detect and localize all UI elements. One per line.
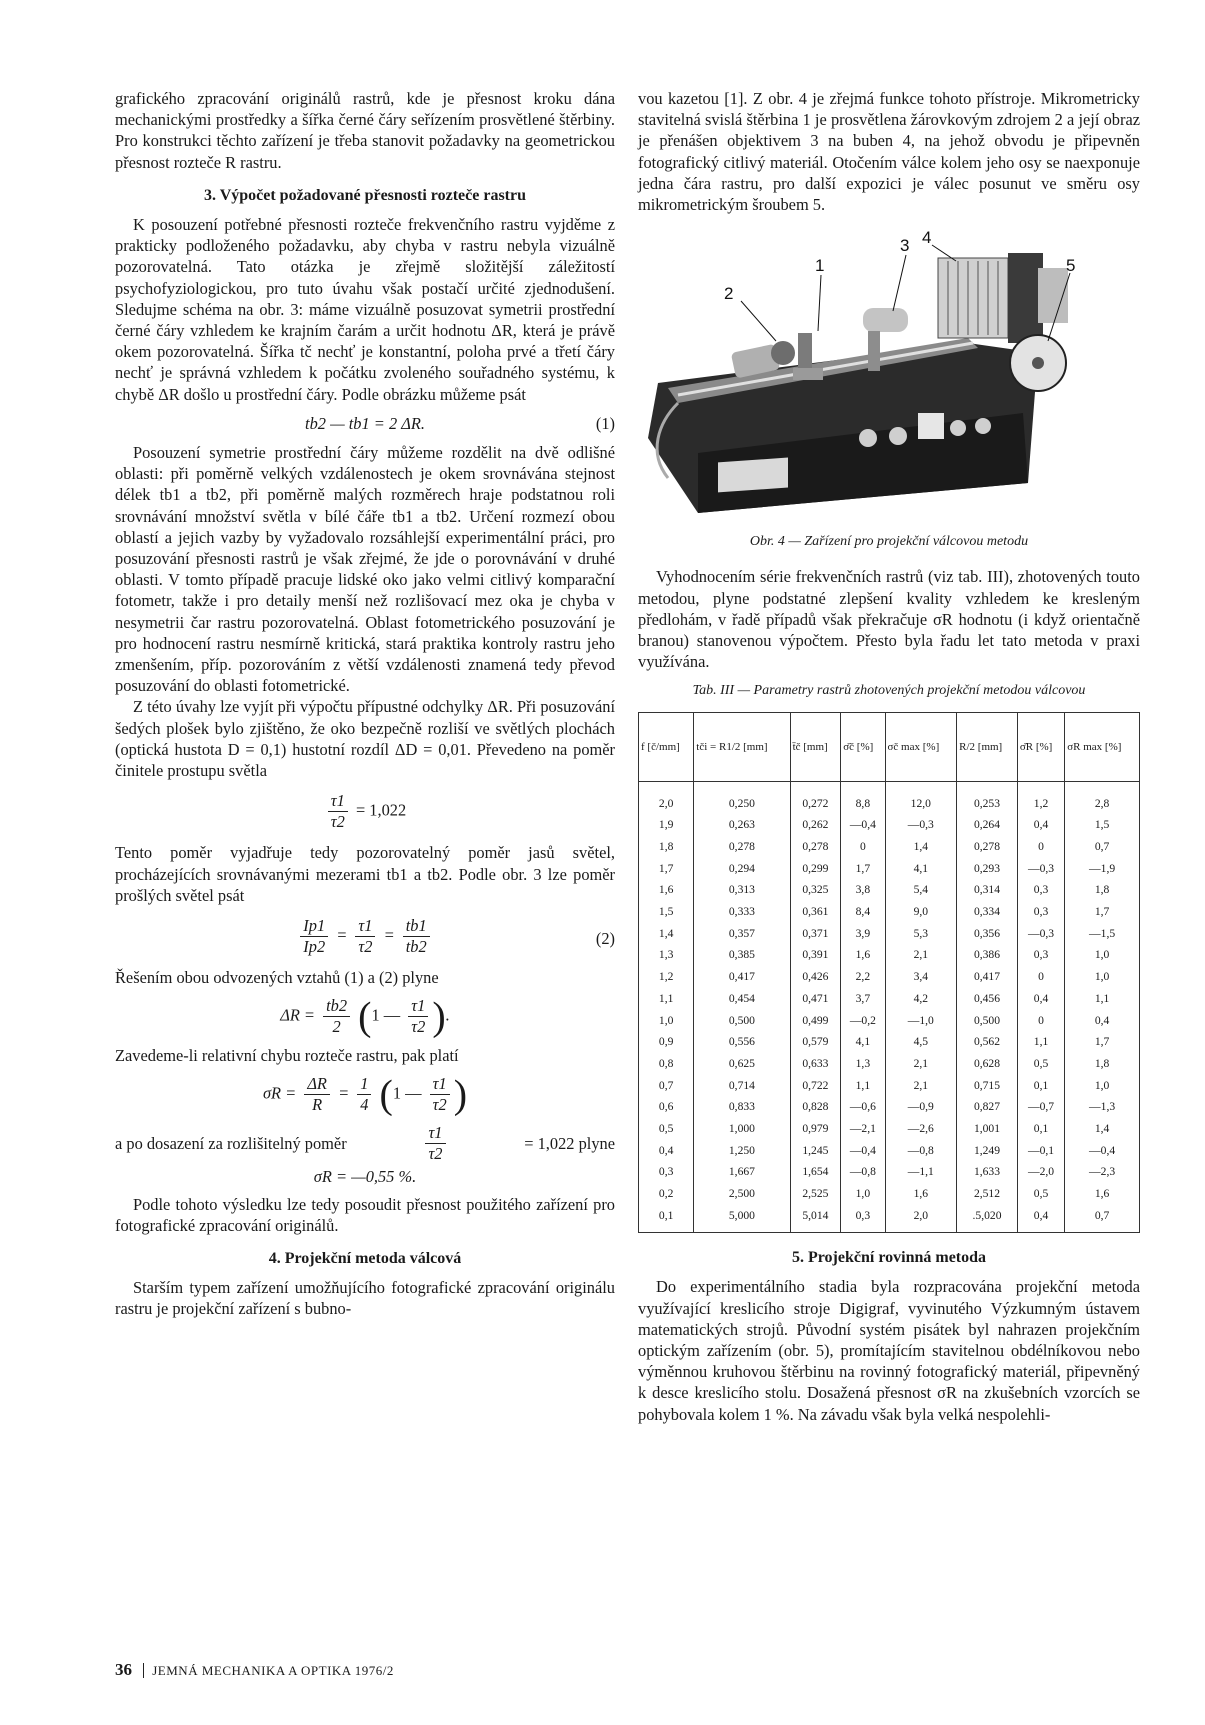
table-cell: 0,4 [1065, 1009, 1140, 1031]
table-cell: 1,1 [639, 988, 694, 1010]
table-cell: 0,500 [957, 1009, 1018, 1031]
table-cell: 1,4 [885, 836, 957, 858]
table-cell: 0,7 [1065, 1205, 1140, 1233]
equation-text: = [338, 1083, 350, 1103]
table-caption: Tab. III — Parametry rastrů zhotovených projekční metodou válcovou [692, 683, 1086, 699]
table-cell: —2,3 [1065, 1161, 1140, 1183]
figure-projection-device [638, 223, 1140, 523]
section-heading: 4. Projekční metoda válcová [268, 1249, 462, 1267]
denominator: R [312, 1095, 323, 1115]
table-cell: 0,278 [957, 836, 1018, 858]
table-cell: —2,0 [1017, 1161, 1064, 1183]
table-cell: 0,499 [790, 1009, 841, 1031]
table-cell: —0,3 [1017, 858, 1064, 880]
table-cell: 2,525 [790, 1183, 841, 1205]
table-cell: 1,7 [1065, 1031, 1140, 1053]
paragraph: Z této úvahy lze vyjít při výpočtu přípustné odchylky ΔR. Při posuzování šedých plošek bylo zjištěno, že oko bezpečně rozliší ve světlých plochách (optická hustota D = 0,1) hustotní rozdíl ΔD = 0,01. Převedeno na poměr činitele prostupu světla [115, 697, 615, 781]
equation-text: ΔR = [280, 1005, 315, 1025]
equation-number: (2) [595, 928, 615, 948]
fraction [300, 916, 328, 957]
denominator: tb2 [405, 936, 427, 956]
table-cell: 1,6 [841, 944, 885, 966]
table-cell: 1,4 [1065, 1118, 1140, 1140]
text-fragment: a po dosazení za rozlišitelný poměr [115, 1134, 347, 1154]
table-cell: 0,4 [1017, 814, 1064, 836]
equation-text: = 1,022 [355, 800, 407, 820]
table-cell: —2,6 [885, 1118, 957, 1140]
equation-text: 1 — [371, 1005, 401, 1025]
table-row [639, 923, 1140, 945]
table-cell: 0,1 [1017, 1074, 1064, 1096]
section-heading: 3. Výpočet požadované přesnosti rozteče rastru [203, 186, 527, 204]
fraction [425, 1123, 445, 1164]
table-cell: 1,4 [639, 923, 694, 945]
table-cell: 0,625 [694, 1053, 790, 1075]
table-cell: 0,314 [957, 879, 1018, 901]
numerator: τ1 [425, 1123, 445, 1144]
figure-label: 5 [1066, 256, 1076, 276]
table-cell: —0,8 [885, 1139, 957, 1161]
left-paren: ( [358, 993, 372, 1039]
table-cell: 1,249 [957, 1139, 1018, 1161]
table-cell: 2,8 [1065, 782, 1140, 814]
table-row [639, 1096, 1140, 1118]
paragraph: Do experimentálního stadia byla rozpracována projekční metoda využívající kreslicího stroje Digigraf, vyvinutého Výzkumným ústavem matematických strojů. Původní systém pisátek byl nahrazen projekčním optickým zařízením (obr. 5), promítajícím stavitelnou obdélníkovou nebo výměnnou kruhovou štěrbinu na rovinný fotografický materiál, připevněný k desce kreslicího stolu. Dosažená přesnost σR na zkušebních vzorcích se pohybovala kolem 1 %. Na závadu však byla velká nespolehli- [638, 1277, 1140, 1424]
table-cell: 5,3 [885, 923, 957, 945]
table-cell: 0 [1017, 1009, 1064, 1031]
table-cell: 1,8 [639, 836, 694, 858]
paragraph: K posouzení potřebné přesnosti rozteče frekvenčního rastru vyjděme z prakticky podloženého požadavku, aby chyba v rastru nebyla vizuálně pozorovatelná. Tato otázka je zřejmě složitější záležitostí psychofyziologickou, pro tuto úvahu však postačí určité zjednodušení. Sledujme schéma na obr. 3: máme vizuálně posuzovat symetrii prostřední černé čáry vzhledem ke krajním čarám a určit hodnotu ΔR, která je právě okem pozorovatelná. Šířka tč nechť je konstantní, poloha prvé a třetí čáry nechť je správná vzhledem k počátku zvoleného souřadného systému, k chybě ΔR došlo u prostřední čáry. Podle obrázku můžeme psát [115, 215, 615, 404]
numerator: ΔR [304, 1074, 330, 1095]
table-cell: 0,833 [694, 1096, 790, 1118]
table-cell: 0,391 [790, 944, 841, 966]
denominator: τ2 [432, 1095, 447, 1115]
table-row [639, 901, 1140, 923]
table-header-row [639, 713, 1140, 782]
table-cell: 1,9 [639, 814, 694, 836]
text-fragment: = 1,022 plyne [524, 1134, 615, 1154]
table-cell: 0,278 [790, 836, 841, 858]
table-cell: 1,2 [639, 966, 694, 988]
table-cell: 8,4 [841, 901, 885, 923]
paragraph: Posouzení symetrie prostřední čáry můžeme rozdělit na dvě odlišné oblasti: při poměrně velkých vzdálenostech je okem srovnávána stejnost délek tb1 a tb2, při poměrně malých rozměrech hraje podstatnou roli srovnávání množství světla v bílé čáře tb1 a tb2. Určení rozmezí obou oblastí a jejich vazby by vyžadovalo rozsáhlejší experimentální práci, pro posuzování přesnosti rastrů je však zřejmé, že jde o porovnávání v druhé oblasti. V tomto případě pracuje lidské oko jako velmi citlivý komparační fotometr, takže i pro detaily menší než rozlišovací mez oka je chyba v nesymetrii čar rastru pozorovatelná. Oblast fotometrického posuzování je pro hodnocení rastru nesmírně kritická, stará praktika kontroly rastru jeho zmenšením, příp. pozorováním z větší vzdálenosti znamená tedy převod posuzování do oblasti fotometrické. [115, 443, 615, 696]
table-cell: 0,3 [639, 1161, 694, 1183]
table-cell: 2,1 [885, 1074, 957, 1096]
numerator: tb2 [323, 996, 350, 1017]
table-cell: 0,385 [694, 944, 790, 966]
table-cell: 0,334 [957, 901, 1018, 923]
table-cell: 0,417 [694, 966, 790, 988]
table-cell: —1,1 [885, 1161, 957, 1183]
equation-text: σR = [262, 1083, 297, 1103]
table-cell: 4,2 [885, 988, 957, 1010]
table-cell: 3,9 [841, 923, 885, 945]
denominator: τ2 [411, 1017, 426, 1037]
equation-number: (1) [595, 413, 615, 433]
table-cell: 0,715 [957, 1074, 1018, 1096]
table-cell: 1,0 [639, 1009, 694, 1031]
table-cell: 0,827 [957, 1096, 1018, 1118]
table-cell: —0,6 [841, 1096, 885, 1118]
device-photo [638, 223, 1140, 523]
numerator: tb1 [403, 916, 430, 937]
table-cell: 2,1 [885, 944, 957, 966]
table-cell: 1,6 [639, 879, 694, 901]
paragraph: Řešením obou odvozených vztahů (1) a (2) plyne [115, 967, 439, 987]
numerator: τ1 [355, 916, 375, 937]
denominator: Ip2 [303, 936, 326, 956]
table-cell: 0,7 [639, 1074, 694, 1096]
paragraph: grafického zpracování originálů rastrů, kde je přesnost kroku dána mechanickými prostředky a šířka černé čáry seřízením prosvětlené štěrbiny. Pro konstrukci těchto zařízení je třeba stanovit požadavky na geometrickou přesnost rozteče R rastru. [115, 89, 615, 172]
table-cell: 0,628 [957, 1053, 1018, 1075]
table-cell: —0,2 [841, 1009, 885, 1031]
table-cell: 4,5 [885, 1031, 957, 1053]
table-cell: 3,8 [841, 879, 885, 901]
table-cell: 2,0 [639, 782, 694, 814]
table-body [639, 782, 1140, 1233]
table-row [639, 1118, 1140, 1140]
denominator: 4 [360, 1095, 369, 1115]
column-header: f [č/mm] [639, 713, 694, 782]
table-cell: —0,8 [841, 1161, 885, 1183]
table-cell: —0,3 [885, 814, 957, 836]
table-cell: 5,4 [885, 879, 957, 901]
table-row [639, 879, 1140, 901]
table-cell: 0,714 [694, 1074, 790, 1096]
column-header: R/2 [mm] [957, 713, 1018, 782]
table-cell: 0,386 [957, 944, 1018, 966]
table-cell: 12,0 [885, 782, 957, 814]
table-cell: 2,1 [885, 1053, 957, 1075]
table-cell: 1,0 [1065, 944, 1140, 966]
table-cell: 0,4 [639, 1139, 694, 1161]
table-cell: 0,3 [1017, 944, 1064, 966]
table-cell: 0,371 [790, 923, 841, 945]
table-cell: 1,6 [1065, 1183, 1140, 1205]
table-cell: 0,471 [790, 988, 841, 1010]
table-cell: 0,500 [694, 1009, 790, 1031]
table-cell: .5,020 [957, 1205, 1018, 1233]
paragraph: Starším typem zařízení umožňujícího fotografické zpracování originálu rastru je projekční zařízení s bubno- [115, 1278, 615, 1319]
table-row [639, 858, 1140, 880]
table-cell: 0,253 [957, 782, 1018, 814]
parameters-table [638, 712, 1140, 1233]
numerator: τ1 [328, 791, 348, 812]
table-cell: 0,2 [639, 1183, 694, 1205]
paragraph: Zavedeme-li relativní chybu rozteče rastru, pak platí [115, 1046, 459, 1066]
table-cell: 0,5 [1017, 1053, 1064, 1075]
fraction [430, 1074, 450, 1115]
left-column [115, 88, 615, 1320]
table-cell: 1,5 [1065, 814, 1140, 836]
table-cell: 1,633 [957, 1161, 1018, 1183]
table-cell: 2,2 [841, 966, 885, 988]
table-cell: 4,1 [885, 858, 957, 880]
numerator: Ip1 [300, 916, 328, 937]
table-cell: 0,562 [957, 1031, 1018, 1053]
table-cell: 0,293 [957, 858, 1018, 880]
table-row [639, 1053, 1140, 1075]
table-cell: 0,263 [694, 814, 790, 836]
table-cell: —0,4 [841, 814, 885, 836]
page-number: 36 [115, 1660, 132, 1679]
table-cell: 1,667 [694, 1161, 790, 1183]
column-header: tči = R1/2 [mm] [694, 713, 790, 782]
denominator: τ2 [428, 1144, 443, 1164]
table-cell: —0,9 [885, 1096, 957, 1118]
table-cell: 0,556 [694, 1031, 790, 1053]
paragraph: Podle tohoto výsledku lze tedy posoudit přesnost použitého zařízení pro fotografické zpracování originálů. [115, 1194, 615, 1235]
table-cell: 0,5 [1017, 1183, 1064, 1205]
table-cell: 1,7 [1065, 901, 1140, 923]
table-cell: 3,4 [885, 966, 957, 988]
table-row [639, 814, 1140, 836]
table-cell: 0,579 [790, 1031, 841, 1053]
table-cell: —1,3 [1065, 1096, 1140, 1118]
table-cell: 0,3 [1017, 879, 1064, 901]
denominator: τ2 [330, 812, 345, 832]
figure-caption: Obr. 4 — Zařízení pro projekční válcovou metodu [749, 534, 1029, 550]
table-row [639, 1183, 1140, 1205]
column-header: t̄č [mm] [790, 713, 841, 782]
table-cell: 0 [1017, 836, 1064, 858]
table-cell: 4,1 [841, 1031, 885, 1053]
table-cell: 0,278 [694, 836, 790, 858]
table-cell: 0 [841, 836, 885, 858]
right-column [638, 88, 1140, 1425]
table-cell: —0,1 [1017, 1139, 1064, 1161]
table-cell: 0,313 [694, 879, 790, 901]
table-cell: 8,8 [841, 782, 885, 814]
table-cell: 0,1 [639, 1205, 694, 1233]
table-cell: 1,1 [841, 1074, 885, 1096]
table-cell: 0,426 [790, 966, 841, 988]
fraction [408, 996, 428, 1037]
table-cell: —1,0 [885, 1009, 957, 1031]
denominator: τ2 [358, 936, 373, 956]
equation-text: σR = —0,55 %. [313, 1167, 417, 1187]
fraction [328, 791, 348, 832]
numerator: τ1 [408, 996, 428, 1017]
table-row [639, 944, 1140, 966]
column-header: σ̄č [%] [841, 713, 885, 782]
table-row [639, 836, 1140, 858]
equation-4 [115, 1071, 615, 1117]
column-header: σ̄R [%] [1017, 713, 1064, 782]
table-cell: 2,500 [694, 1183, 790, 1205]
figure-label: 4 [922, 228, 932, 248]
table-row [639, 988, 1140, 1010]
equation-text: 1 — [392, 1083, 422, 1103]
table-cell: —0,3 [1017, 923, 1064, 945]
column-header: σč max [%] [885, 713, 957, 782]
table-cell: 1,654 [790, 1161, 841, 1183]
paragraph: vou kazetou [1]. Z obr. 4 je zřejmá funkce tohoto přístroje. Mikrometricky stavitelná svislá štěrbina 1 je prosvětlena žárovkovým zdrojem 2 a její obraz je přenášen objektivem 3 na buben 4, na jehož obvodu je připevněn fotografický citlivý materiál. Otočením válce kolem jeho osy se naexponuje jedna čára rastru, pro další expozici je válec posunut ve směru osy mikrometrickým šroubem 5. [638, 89, 1140, 215]
table-row [639, 1161, 1140, 1183]
table-cell: 1,0 [1065, 1074, 1140, 1096]
table-cell: 1,7 [639, 858, 694, 880]
equation-3: ΔR = $\frac{tb2}{2}$ (1 — $\frac{\tau 1}{\tau 2}$ ). [280, 993, 450, 1039]
table-row [639, 1074, 1140, 1096]
table-row [639, 1205, 1140, 1233]
table-cell: 2,512 [957, 1183, 1018, 1205]
section-heading: 5. Projekční rovinná metoda [791, 1249, 987, 1267]
fraction [355, 916, 375, 957]
figure-label: 1 [815, 256, 825, 276]
table-cell: 1,8 [1065, 1053, 1140, 1075]
numerator: τ1 [430, 1074, 450, 1095]
table-cell: 1,245 [790, 1139, 841, 1161]
right-paren: ) [432, 993, 446, 1039]
table-cell: —0,4 [841, 1139, 885, 1161]
figure-label: 2 [724, 284, 734, 304]
table-cell: 1,3 [841, 1053, 885, 1075]
table-cell: 1,0 [1065, 966, 1140, 988]
table-cell: —0,7 [1017, 1096, 1064, 1118]
table-cell: 0,356 [957, 923, 1018, 945]
table-cell: 0,3 [841, 1205, 885, 1233]
equation-2: $\frac{Ip1}{Ip2}$ = $\frac{\tau 1}{\tau 2}$ = $\frac{tb1}{tb2}$ (2) [115, 916, 615, 957]
table-cell: 0,250 [694, 782, 790, 814]
numerator: 1 [357, 1074, 371, 1095]
paragraph: Vyhodnocením série frekvenčních rastrů (viz tab. III), zhotovených touto metodou, plyne podstatné zlepšení kvality vzhledem ke kresleným předlohám, v řadě případů však překračuje σR hodnotu (i když orientačně branou) stanovenou výpočtem. Přesto byla řadu let tato metoda v praxi využívána. [638, 567, 1140, 672]
table-row [639, 1139, 1140, 1161]
table-cell: 0,9 [639, 1031, 694, 1053]
table-cell: 0,828 [790, 1096, 841, 1118]
table-cell: —1,9 [1065, 858, 1140, 880]
left-paren: ( [379, 1071, 393, 1117]
table-row [639, 1009, 1140, 1031]
table-cell: 1,7 [841, 858, 885, 880]
table-cell: 0,333 [694, 901, 790, 923]
table-cell: 0,633 [790, 1053, 841, 1075]
table-cell: 0,417 [957, 966, 1018, 988]
table-cell: 1,250 [694, 1139, 790, 1161]
table-cell: 0,6 [639, 1096, 694, 1118]
table-cell: 1,1 [1065, 988, 1140, 1010]
table-cell: 0,4 [1017, 1205, 1064, 1233]
paragraph-with-inline-fraction [115, 1123, 615, 1164]
equation-5 [115, 1166, 615, 1187]
table-cell: 0,5 [639, 1118, 694, 1140]
table-cell: 1,6 [885, 1183, 957, 1205]
table-cell: 1,001 [957, 1118, 1018, 1140]
table-cell: 0,325 [790, 879, 841, 901]
figure-label: 3 [900, 236, 910, 256]
table-cell: 0,272 [790, 782, 841, 814]
equation-tau-ratio [115, 791, 615, 832]
table-cell: 0,456 [957, 988, 1018, 1010]
table-cell: 1,5 [639, 901, 694, 923]
table-cell: 0,262 [790, 814, 841, 836]
paragraph: Tento poměr vyjadřuje tedy pozorovatelný poměr jasů světel, procházejících srovnávanými mezerami tb1 a tb2. Podle obr. 3 lze poměr prošlých světel psát [115, 843, 615, 905]
table-cell: 1,000 [694, 1118, 790, 1140]
table-cell: 0,1 [1017, 1118, 1064, 1140]
table-row [639, 966, 1140, 988]
fraction [323, 996, 350, 1037]
table-cell: 0,8 [639, 1053, 694, 1075]
table-row [639, 1031, 1140, 1053]
page-footer [115, 1660, 394, 1680]
table-cell: —2,1 [841, 1118, 885, 1140]
table-cell: —1,5 [1065, 923, 1140, 945]
table-cell: 1,8 [1065, 879, 1140, 901]
table-cell: 5,014 [790, 1205, 841, 1233]
fraction [403, 916, 430, 957]
table-cell: 3,7 [841, 988, 885, 1010]
table-cell: 1,0 [841, 1183, 885, 1205]
table-row [639, 782, 1140, 814]
table-cell: 0,357 [694, 923, 790, 945]
table-cell: 1,3 [639, 944, 694, 966]
table-cell: 0,979 [790, 1118, 841, 1140]
table-cell: 5,000 [694, 1205, 790, 1233]
table-cell: 0,299 [790, 858, 841, 880]
equation-1 [115, 413, 615, 434]
table-cell: 0,361 [790, 901, 841, 923]
denominator: 2 [332, 1017, 341, 1037]
table-cell: 2,0 [885, 1205, 957, 1233]
table-cell: 1,2 [1017, 782, 1064, 814]
table-cell: 1,1 [1017, 1031, 1064, 1053]
journal-name: JEMNÁ MECHANIKA A OPTIKA 1976/2 [143, 1663, 394, 1678]
table-cell: 0,454 [694, 988, 790, 1010]
right-paren: ) [453, 1071, 468, 1117]
table-cell: 9,0 [885, 901, 957, 923]
fraction [357, 1074, 371, 1115]
table-cell: 0 [1017, 966, 1064, 988]
column-header: σR max [%] [1065, 713, 1140, 782]
table-cell: —0,4 [1065, 1139, 1140, 1161]
table-cell: 0,264 [957, 814, 1018, 836]
table-cell: 0,4 [1017, 988, 1064, 1010]
fraction [304, 1074, 330, 1115]
table-cell: 0,294 [694, 858, 790, 880]
table-cell: 0,7 [1065, 836, 1140, 858]
table-cell: 0,3 [1017, 901, 1064, 923]
table-cell: 0,722 [790, 1074, 841, 1096]
equation-text: tb2 — tb1 = 2 ΔR. [305, 413, 425, 433]
